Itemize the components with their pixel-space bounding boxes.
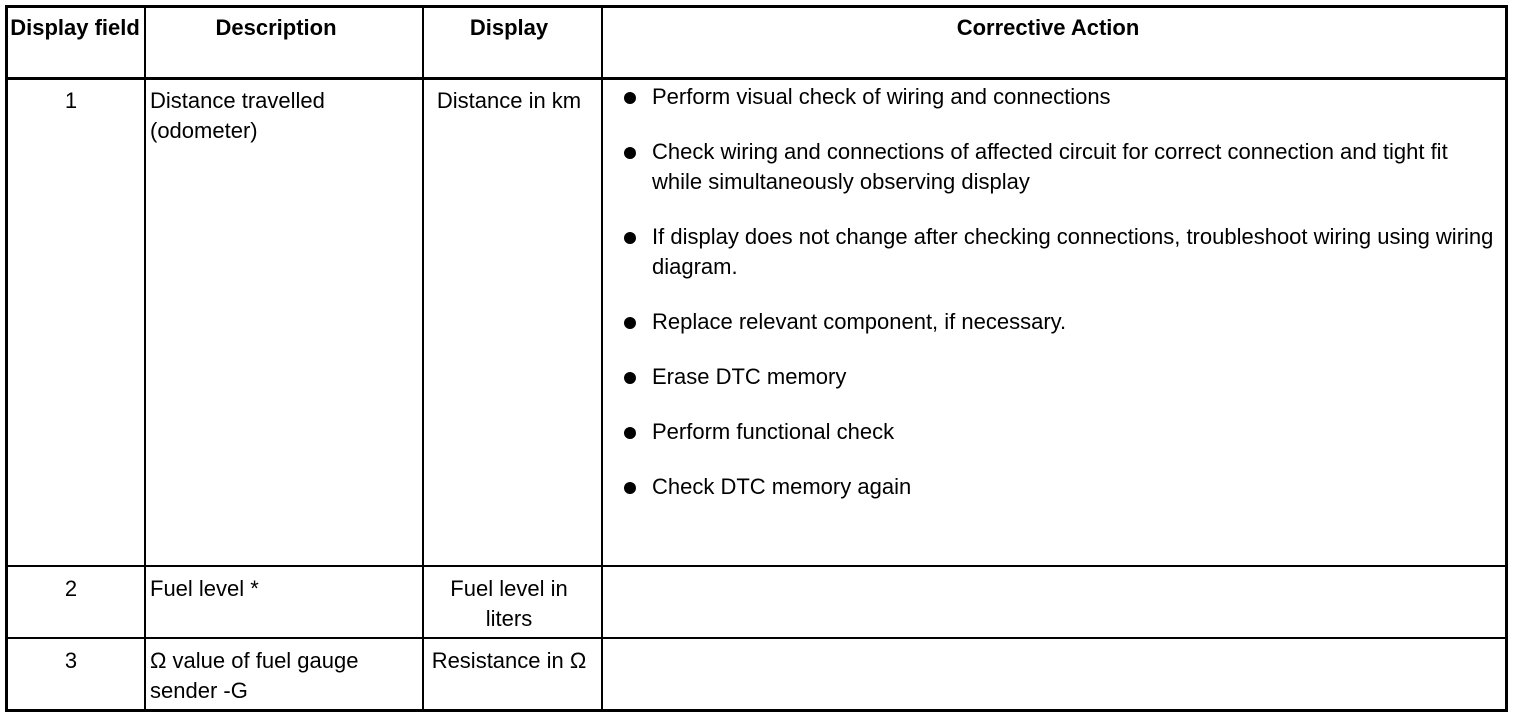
action-item: Replace relevant component, if necessary. [618, 307, 1498, 337]
row-2-field: 2 [64, 576, 78, 601]
bullet-icon [624, 482, 636, 494]
row-2-description: Fuel level * [150, 576, 259, 601]
bullet-icon [624, 317, 636, 329]
bullet-icon [624, 147, 636, 159]
action-item: Check DTC memory again [618, 472, 1498, 502]
header-display: Display [469, 15, 549, 40]
row-divider [8, 637, 1505, 639]
action-item: If display does not change after checking connections, troubleshoot wiring using wiring diagram. [618, 222, 1498, 282]
row-2-display: Fuel level in liters [450, 576, 568, 631]
row-3-field: 3 [64, 648, 78, 673]
row-3-display: Resistance in Ω [431, 648, 587, 673]
action-item: Perform functional check [618, 417, 1498, 447]
row-1-display: Distance in km [436, 88, 582, 113]
header-display-field: Display field [10, 15, 140, 40]
action-item: Erase DTC memory [618, 362, 1498, 392]
row-1-description: Distance travelled (odometer) [150, 88, 325, 143]
bullet-icon [624, 92, 636, 104]
row-divider [8, 565, 1505, 567]
column-divider [601, 8, 603, 709]
header-corrective-action: Corrective Action [956, 15, 1140, 40]
row-1-field: 1 [64, 88, 78, 113]
row-1-corrective-actions [618, 82, 1498, 527]
action-item: Perform visual check of wiring and connections [618, 82, 1498, 112]
bullet-icon [624, 232, 636, 244]
row-3-description: Ω value of fuel gauge sender -G [150, 648, 359, 703]
column-divider [144, 8, 146, 709]
header-divider [8, 77, 1505, 80]
action-item: Check wiring and connections of affected circuit for correct connection and tight fit while simultaneously observing display [618, 137, 1498, 197]
bullet-icon [624, 372, 636, 384]
bullet-icon [624, 427, 636, 439]
header-description: Description [215, 15, 337, 40]
